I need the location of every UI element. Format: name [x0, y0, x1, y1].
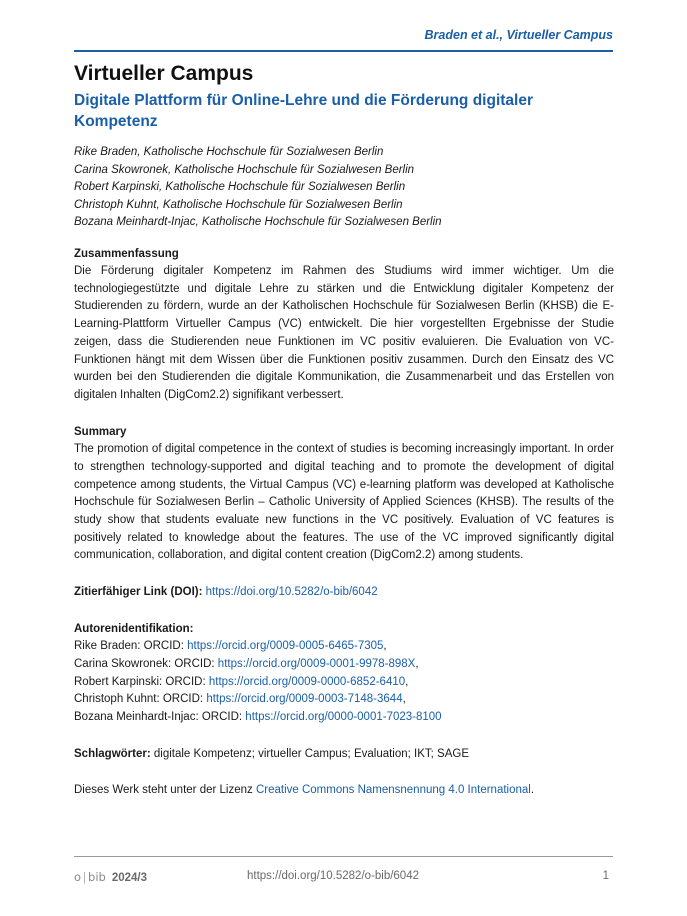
page-footer — [74, 870, 613, 886]
summary-section — [74, 424, 614, 565]
orcid-author-name: Bozana Meinhardt-Injac: ORCID: — [74, 711, 246, 724]
author-line: Robert Karpinski, Katholische Hochschule für Sozialwesen Berlin — [74, 181, 406, 193]
author-identification-heading: Autorenidentifikation: — [74, 622, 194, 635]
article-body — [74, 62, 614, 800]
doi-link[interactable]: https://doi.org/10.5282/o-bib/6042 — [205, 586, 378, 599]
zusammenfassung-section — [74, 246, 614, 405]
orcid-author-name: Robert Karpinski: ORCID: — [74, 675, 209, 688]
orcid-link[interactable]: https://orcid.org/0009-0000-6852-6410 — [208, 675, 406, 688]
doi-line — [74, 584, 614, 602]
keywords-label: Schlagwörter: — [74, 747, 151, 760]
summary-text: The promotion of digital competence in the context of studies is becoming increasingly important. In order to strengthen technology-supported and digital teaching and to promote the development of digital competence among students, the Virtual Campus (VC) e-learning platform was developed at Katholische Hochschule für Sozialwesen Berlin – Catholic University of Applied Sciences (KHSB). The results of the study show that students evaluate new functions in the VC positively. Evaluation of VC features is positively related to knowledge about the features. The use of the VC improved significantly digital communication, collaboration, and digital content creation (DigCom2.2) among students. — [74, 443, 614, 562]
author-line: Carina Skowronek, Katholische Hochschule für Sozialwesen Berlin — [74, 163, 415, 176]
license-prefix: Dieses Werk steht unter der Lizenz — [74, 784, 256, 797]
license-suffix: . — [530, 784, 535, 797]
page-number: 1 — [602, 870, 609, 882]
journal-logo — [74, 870, 147, 884]
author-line: Bozana Meinhardt-Injac, Katholische Hochschule für Sozialwesen Berlin — [74, 216, 442, 228]
zusammenfassung-text: Die Förderung digitaler Kompetenz im Rahmen des Studiums wird immer wichtiger. Um die technologiegestützte und digitale Lehre zu stärken und die Entwicklung digitaler Kompetenz der Studierenden zu fördern, wurde an der Katholischen Hochschule für Sozialwesen Berlin (KHSB) die E-Learning-Plattform Virtueller Campus (VC) entwickelt. Die hier vorgestellten Ergebnisse der Studie zeigen, dass die Studierenden neue Funktionen im VC positiv evaluieren. Die Evaluation von VC-Funktionen hängt mit dem Wissen über die Funktionen positiv zusammen. Durch den Einsatz des VC wurden bei den Studierenden die digitale Kommunikation, die Zusammenarbeit und das Erstellen von digitalen Inhalten (DigCom2.2) signifikant verbessert. — [74, 265, 614, 401]
footer-doi[interactable]: https://doi.org/10.5282/o-bib/6042 — [247, 870, 419, 882]
logo-o: o — [74, 870, 82, 884]
orcid-link[interactable]: https://orcid.org/0009-0005-6465-7305 — [187, 640, 384, 653]
license-link[interactable]: Creative Commons Namensnennung 4.0 International — [255, 784, 531, 797]
orcid-separator: , — [415, 657, 419, 670]
logo-bib: bib — [88, 870, 106, 884]
orcid-link[interactable]: https://orcid.org/0009-0003-7148-3644 — [206, 693, 403, 706]
running-head: Braden et al., Virtueller Campus — [424, 28, 613, 42]
orcid-entry — [74, 674, 614, 692]
orcid-entry — [74, 656, 614, 674]
zusammenfassung-heading: Zusammenfassung — [74, 247, 179, 260]
orcid-author-name: Christoph Kuhnt: ORCID: — [74, 693, 207, 706]
doi-label: Zitierfähiger Link (DOI): — [74, 586, 203, 599]
license-line — [74, 782, 614, 800]
orcid-author-name: Rike Braden: ORCID: — [74, 640, 188, 653]
issue-number: 2024/3 — [111, 872, 148, 884]
article-subtitle: Digitale Plattform für Online-Lehre und die Förderung digitaler Kompetenz — [74, 92, 533, 130]
orcid-author-name: Carina Skowronek: ORCID: — [74, 657, 218, 670]
summary-heading: Summary — [74, 425, 127, 438]
orcid-separator: , — [383, 640, 387, 653]
author-identification-section — [74, 621, 614, 727]
author-line: Christoph Kuhnt, Katholische Hochschule für Sozialwesen Berlin — [74, 198, 403, 211]
keywords-line — [74, 746, 614, 764]
article-title: Virtueller Campus — [74, 62, 254, 85]
author-list — [74, 144, 614, 232]
orcid-separator: , — [405, 675, 409, 688]
orcid-link[interactable]: https://orcid.org/0000-0001-7023-8100 — [245, 711, 442, 724]
author-line: Rike Braden, Katholische Hochschule für Sozialwesen Berlin — [74, 146, 384, 158]
orcid-entry — [74, 638, 614, 656]
orcid-entry — [74, 691, 614, 709]
logo-bar: | — [83, 872, 87, 884]
header-rule — [74, 50, 613, 52]
orcid-entry — [74, 709, 614, 727]
orcid-separator: , — [402, 693, 406, 706]
footer-rule — [74, 856, 613, 857]
orcid-link[interactable]: https://orcid.org/0009-0001-9978-898X — [217, 657, 416, 670]
keywords-text: digitale Kompetenz; virtueller Campus; Evaluation; IKT; SAGE — [150, 747, 470, 760]
